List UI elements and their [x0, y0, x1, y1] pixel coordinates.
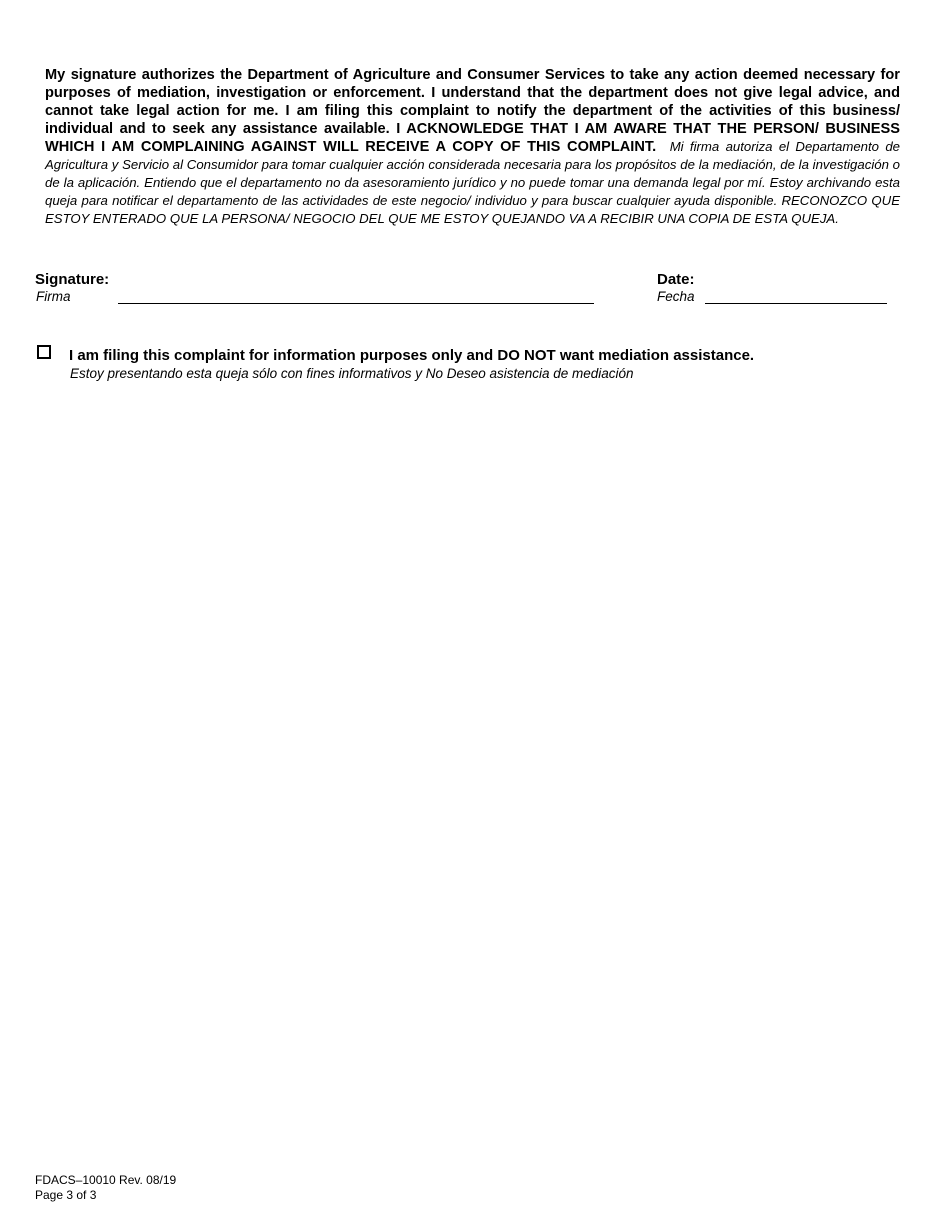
authorization-text-english: My signature authorizes the Department of Agriculture and Consumer Services to take any action deemed necessary for purposes of mediation, investigation or enforcement. I understand that the department does not give legal advice, and cannot take legal action for me. I am filing this complaint to notify the department of the activities of this business/ individual and to seek any assistance available. I ACKNOWLEDGE THAT I AM AWARE THAT THE PERSON/ BUSINESS WHICH I AM COMPLAINING AGAINST WILL RECEIVE A COPY OF THIS COMPLAINT. — [45, 67, 900, 155]
signature-field[interactable] — [118, 303, 594, 304]
authorization-text-spanish: Mi firma autoriza el Departamento de Agricultura y Servicio al Consumidor para tomar cualquier acción considerada necesaria para los propósitos de la mediación, de la investigación o de la aplicación. Entiendo que el departamento no da asesoramiento jurídico y no puede tomar una demanda legal por mí. Estoy archivando esta queja para notificar el departamento de las actividades de este negocio/ individuo y para buscar cualquier ayuda disponible. RECONOZCO QUE ESTOY ENTERADO QUE LA PERSONA/ NEGOCIO DEL QUE ME ESTOY QUEJANDO VA A RECIBIR UNA COPIA DE ESTA QUEJA. — [45, 139, 900, 226]
form-id: FDACS–10010 Rev. 08/19 — [35, 1173, 177, 1187]
date-field[interactable] — [705, 303, 887, 304]
info-only-checkbox[interactable] — [37, 345, 51, 359]
info-only-label: I am filing this complaint for information purposes only and DO NOT want mediation assistance. — [69, 347, 755, 364]
authorization-statement — [45, 66, 900, 228]
page-number: Page 3 of 3 — [35, 1188, 97, 1202]
info-only-label-es: Estoy presentando esta queja sólo con fines informativos y No Deseo asistencia de mediación — [70, 366, 634, 381]
date-label-es: Fecha — [657, 289, 695, 304]
signature-label: Signature: — [35, 271, 110, 288]
date-label: Date: — [657, 271, 695, 288]
signature-label-es: Firma — [36, 289, 71, 304]
